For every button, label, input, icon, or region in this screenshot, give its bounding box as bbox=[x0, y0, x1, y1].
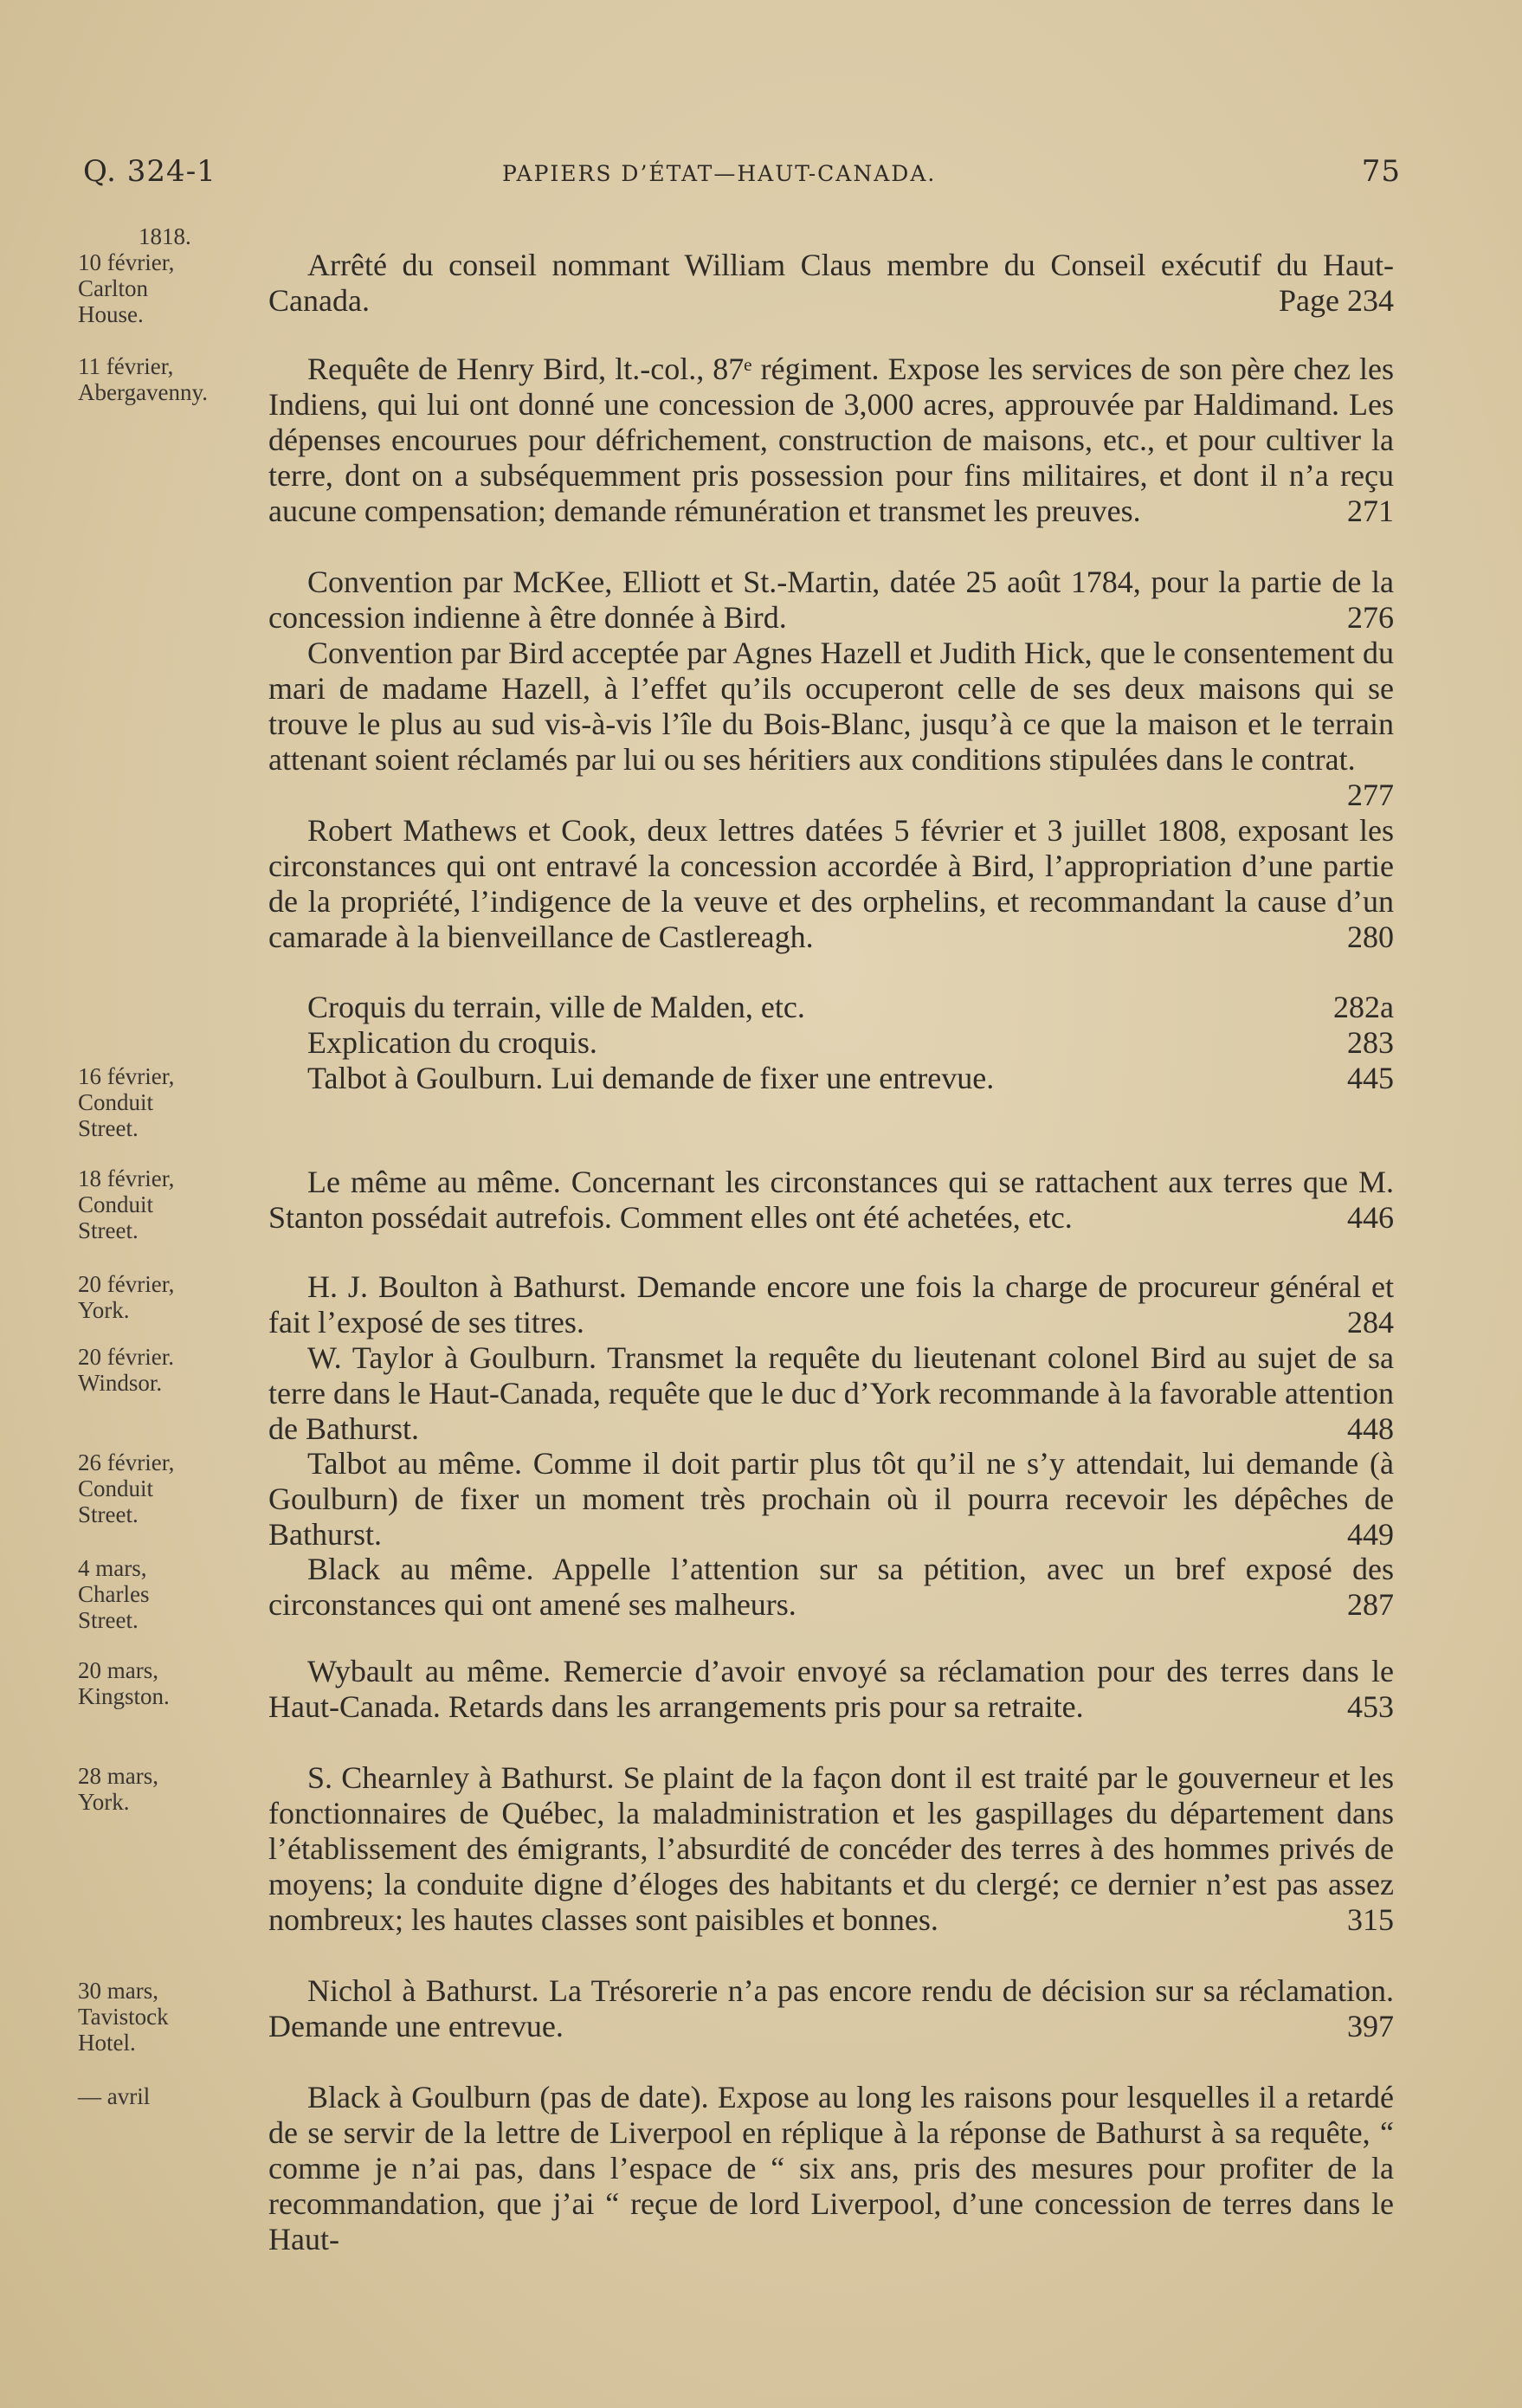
entry-text: Le même au même. Concernant les circonstances qui se rattachent aux terres que M. Stanton possédait autrefois. Comment elles ont été achetées, etc. 446 bbox=[268, 1165, 1394, 1235]
entry-date: 4 mars, Charles Street. bbox=[78, 1555, 150, 1633]
entry-date: 26 février, Conduit Street. bbox=[78, 1449, 175, 1527]
page-number: 75 bbox=[1361, 154, 1401, 189]
entry-date: 18 février, Conduit Street. bbox=[78, 1165, 175, 1243]
entry-date: 20 mars, Kingston. bbox=[78, 1657, 170, 1709]
entry-text: Robert Mathews et Cook, deux lettres datées 5 février et 3 juillet 1808, exposant les circonstances qui ont entravé la concession accordée à Bird, l’appropriation d’une partie de la propriété, l’indigence de la veuve et des orphelins, et recommandant la cause d’un camarade à la bienveillance de Castlereagh. 280 bbox=[268, 813, 1394, 954]
entry-date: — avril bbox=[78, 2083, 151, 2109]
entry-date: 16 février, Conduit Street. bbox=[78, 1063, 175, 1141]
entry-date: 10 février, Carlton House. bbox=[78, 249, 175, 327]
running-title: PAPIERS D’ÉTAT—HAUT-CANADA. bbox=[502, 161, 937, 186]
entry-text: Croquis du terrain, ville de Malden, etc. 282a bbox=[307, 990, 1394, 1024]
entry-text: Talbot à Goulburn. Lui demande de fixer une entrevue. 445 bbox=[307, 1061, 1394, 1095]
entry-text: Convention par Bird acceptée par Agnes Hazell et Judith Hick, que le consentement du mari de madame Hazell, à l’effet qu’ils occuperont celle de ses deux maisons qui se trouve le plus au sud vis-à-vis l’île du Bois-Blanc, jusqu’à ce que la maison et le terrain attenant soient réclamés par lui ou ses héritiers aux conditions stipulées dans le contrat. 277 bbox=[268, 636, 1394, 812]
entry-text: Requête de Henry Bird, lt.-col., 87ᵉ régiment. Expose les services de son père chez les Indiens, qui lui ont donné une concession de 3,000 acres, approuvée par Haldimand. Les dépenses encourues pour défrichement, construction de maisons, etc., et pour cultiver la terre, dont on a subséquemment pris possession pour fins militaires, et dont il n’a reçu aucune compensation; demande rémunération et transmet les preuves. 271 bbox=[268, 352, 1394, 528]
entry-text: Talbot au même. Comme il doit partir plus tôt qu’il ne s’y attendait, lui demande (à Goulburn) de fixer un moment très prochain où il pourra recevoir les dépêches de Bathurst. 449 bbox=[268, 1446, 1394, 1552]
entry-date: 11 février, Abergavenny. bbox=[78, 353, 208, 405]
year-label: 1818. bbox=[139, 223, 191, 249]
entry-text: H. J. Boulton à Bathurst. Demande encore une fois la charge de procureur général et fait l’exposé de ses titres. 284 bbox=[268, 1269, 1394, 1340]
entry-text: W. Taylor à Goulburn. Transmet la requête du lieutenant colonel Bird au sujet de sa terre dans le Haut-Canada, requête que le duc d’York recommande à la favorable attention de Bathurst. 448 bbox=[268, 1340, 1394, 1446]
entry-text: Explication du croquis. 283 bbox=[307, 1025, 1394, 1060]
entry-date: 28 mars, York. bbox=[78, 1763, 158, 1815]
entry-date: 30 mars, Tavistock Hotel. bbox=[78, 1978, 169, 2056]
entry-text: Convention par McKee, Elliott et St.-Martin, datée 25 août 1784, pour la partie de la concession indienne à être donnée à Bird. 276 bbox=[268, 565, 1394, 635]
entry-date: 20 février, York. bbox=[78, 1271, 175, 1323]
entry-text: Black à Goulburn (pas de date). Expose au long les raisons pour lesquelles il a retardé de se servir de la lettre de Liverpool en réplique à la réponse de Bathurst à sa requête, “ comme je n’ai pas, dans l’espace de “ six ans, pris des mesures pour profiter de la recommandation, que j’ai “ reçue de lord Liverpool, d’une concession de terres dans le Haut- bbox=[268, 2080, 1394, 2256]
entry-text: S. Chearnley à Bathurst. Se plaint de la façon dont il est traité par le gouverneur et les fonctionnaires de Québec, la maladministration et les gaspillages du département dans l’établissement des émigrants, l’absurdité de concéder des terres à des hommes privés de moyens; la conduite digne d’éloges des habitants et du clergé; ce dernier n’est pas assez nombreux; les hautes classes sont paisibles et bonnes. 315 bbox=[268, 1760, 1394, 1937]
entry-text: Arrêté du conseil nommant William Claus membre du Conseil exécutif du Haut-Canada. Page 234 bbox=[268, 248, 1394, 318]
entry-date: 20 février. Windsor. bbox=[78, 1344, 174, 1396]
entry-text: Black au même. Appelle l’attention sur sa pétition, avec un bref exposé des circonstances qui ont amené ses malheurs. 287 bbox=[268, 1552, 1394, 1622]
reference-code: Q. 324-1 bbox=[83, 154, 216, 189]
entry-text: Wybault au même. Remercie d’avoir envoyé sa réclamation pour des terres dans le Haut-Canada. Retards dans les arrangements pris pour sa retraite. 453 bbox=[268, 1654, 1394, 1724]
entry-text: Nichol à Bathurst. La Trésorerie n’a pas encore rendu de décision sur sa réclamation. Demande une entrevue. 397 bbox=[268, 1973, 1394, 2043]
